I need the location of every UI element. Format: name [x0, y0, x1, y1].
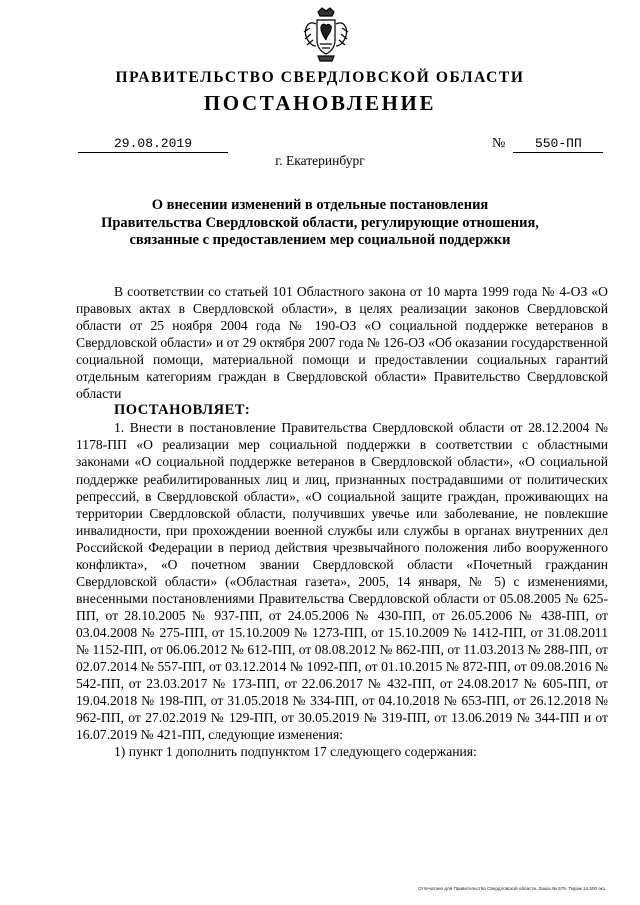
- number-symbol: №: [492, 136, 506, 151]
- title-line-3: связанные с предоставлением мер социальной поддержки: [129, 232, 511, 248]
- title-line-2: Правительства Свердловской области, регулирующие отношения,: [101, 214, 539, 231]
- resolves-heading: ПОСТАНОВЛЯЕТ:: [114, 402, 251, 419]
- document-city: г. Екатеринбург: [275, 153, 365, 168]
- title-line-1: О внесении изменений в отдельные постановления: [151, 197, 489, 213]
- item-1-paragraph: 1. Внести в постановление Правительства Свердловской области от 28.12.2004 № 1178-ПП «О реализации мер социальной поддержки в соответствии с областными законами «О социальной поддержке ветеранов в Свердловской области», «О социальной поддержке реабилитированных лиц и лиц, признанных пострадавшими от политических репрессий, в Свердловской области», «О социальной защите граждан, проживающих на территории Свердловской области, получивших увечье или заболевание, не повлекшие инвалидности, при прохождении военной службы или службы в органах внутренних дел Российской Федерации в период действия чрезвычайного положения либо вооруженного конфликта», «О почетном звании Свердловской области «Почетный гражданин Свердловской области» («Областная газета», 2005, 14 января, № 5) с изменениями, внесенными постановлениями Правительства Свердловской области от 05.08.2005 № 625-ПП, от 28.10.2005 № 937-ПП, от 24.05.2006 № 430-ПП, от 26.05.2006 № 438-ПП, от 03.04.2008 № 275-ПП, от 15.10.2009 № 1273-ПП, от 15.10.2009 № 1412-ПП, от 31.08.2011 № 1152-ПП, от 06.06.2012 № 612-ПП, от 08.08.2012 № 862-ПП, от 11.03.2013 № 288-ПП, от 02.07.2014 № 557-ПП, от 03.12.2014 № 1092-ПП, от 01.10.2015 № 872-ПП, от 09.08.2016 № 542-ПП, от 23.03.2017 № 173-ПП, от 22.06.2017 № 432-ПП, от 24.08.2017 № 605-ПП, от 19.04.2018 № 198-ПП, от 31.05.2018 № 334-ПП, от 04.10.2018 № 653-ПП, от 26.12.2018 № 962-ПП, от 27.02.2019 № 129-ПП, от 30.05.2019 № 319-ПП, от 13.06.2019 № 344-ПП и от 16.07.2019 № 421-ПП, следующие изменения:: [76, 420, 608, 743]
- document-number: 550-ПП: [513, 136, 603, 153]
- document-number-block: [492, 136, 603, 153]
- coat-of-arms-icon: [302, 6, 350, 64]
- preamble-paragraph: В соответствии со статьей 101 Областного закона от 10 марта 1999 года № 4-ОЗ «О правовых актах в Свердловской области», в целях реализации законов Свердловской области от 25 ноября 2004 года № 190-ОЗ «О социальной поддержке ветеранов в Свердловской области» и от 29 октября 2007 года № 126-ОЗ «Об оказании государственной социальной помощи, материальной помощи и предоставлении социальных гарантий отдельным категориям граждан в Свердловской области» Правительство Свердловской области: [76, 284, 608, 402]
- document-date: 29.08.2019: [78, 136, 228, 153]
- print-footer: Отпечатано для Правительства Свердловской области. Заказ № 579. Тираж 14 500 экз.: [418, 886, 607, 891]
- subitem-1-paragraph: 1) пункт 1 дополнить подпунктом 17 следующего содержания:: [114, 744, 477, 760]
- document-title: [90, 197, 550, 250]
- document-body: [76, 283, 608, 760]
- document-type: ПОСТАНОВЛЕНИЕ: [203, 91, 437, 115]
- government-name: ПРАВИТЕЛЬСТВО СВЕРДЛОВСКОЙ ОБЛАСТИ: [115, 69, 525, 86]
